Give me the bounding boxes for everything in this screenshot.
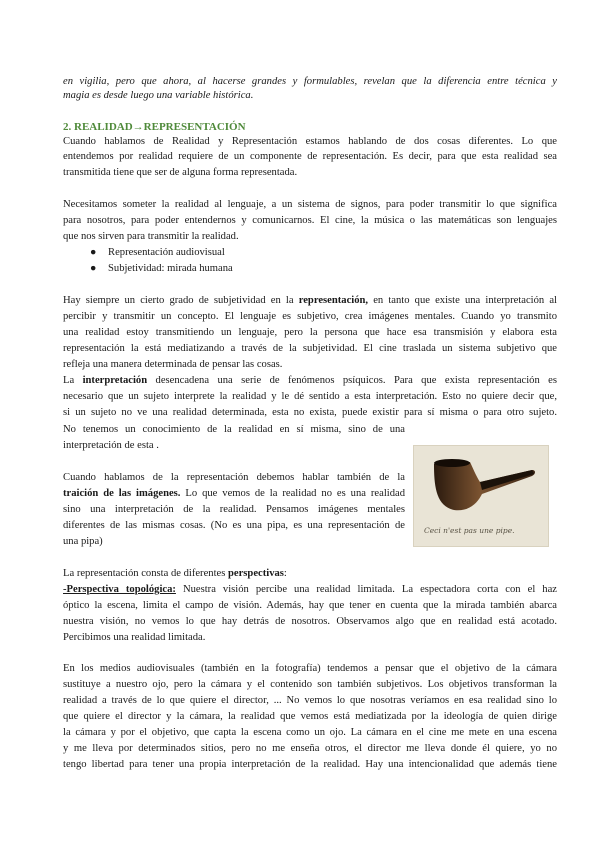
paragraph-line: diferentes de las mismas cosas. (No es una pipa, es una representación de [63, 520, 405, 531]
section-title: 2. REALIDAD→REPRESENTACIÓN [63, 121, 246, 133]
paragraph-line: tengo libertad para tener una propia interpretación de la realidad. Hay una intencionalidad que además tiene [63, 759, 557, 770]
paragraph-line: La interpretación desencadena una serie de fenómenos psíquicos. Para que exista representación es [63, 375, 557, 386]
intro-line: magia es desde luego una variable histórica. [63, 90, 254, 101]
paragraph-line: traición de las imágenes. Lo que vemos de la realidad no es una realidad [63, 488, 406, 499]
paragraph-line: -Perspectiva topológica: Nuestra visión percibe una realidad limitada. La espectadora corta con el haz [63, 584, 557, 595]
paragraph-line: que nos sirven para transmitir la realidad. [63, 231, 239, 242]
paragraph-line: percibir y transmitir un concepto. El lenguaje es subjetivo, crea imágenes mentales. Cuando yo transmito [63, 311, 557, 322]
paragraph-line: si un sujeto no ve una realidad determinada, esta no exista, puede existir para sí misma o para otro sujeto. [63, 407, 557, 418]
paragraph-line: interpretación de esta . [63, 440, 159, 451]
painting-caption: Ceci n'est pas une pipe. [424, 526, 515, 535]
bullet-item: ● Representación audiovisual [90, 247, 225, 258]
paragraph-line: y me lleva por determinados sitios, pero no me enseña otros, el director me lleva donde él quiere, yo no [63, 743, 557, 754]
paragraph-line: la cámara y por el objetivo, que capta la escena como un ojo. La cámara en el cine me mete en una escena [63, 727, 557, 738]
paragraph-line: sino una interpretación de la realidad. Pensamos imágenes mentales [63, 504, 405, 515]
paragraph-line: La representación consta de diferentes perspectivas: [63, 568, 287, 579]
paragraph-line: óptico la escena, limita el campo de visión. Además, hay que tener en cuenta que la mirada también abarca [63, 600, 557, 611]
paragraph-line: nuestra visión, no vemos lo que hay detrás de nosotros. Observamos algo que en realidad está acotado. [63, 616, 557, 627]
paragraph-line: para nosotros, para poder entendernos y comunicarnos. El cine, la música o las matemáticas son lenguajes [63, 215, 557, 226]
paragraph-line: una realidad estoy transmitiendo un lenguaje, pero la persona que hace esa transmisión y elabora esta [63, 327, 557, 338]
paragraph-line: Necesitamos someter la realidad al lenguaje, a un sistema de signos, para poder transmitir lo que significa [63, 199, 557, 210]
bullet-item: ● Subjetividad: mirada humana [90, 263, 233, 274]
paragraph-line: Cuando hablamos de la representación debemos hablar también de la [63, 472, 405, 483]
paragraph-line: representación la está mediatizando a través de la subjetividad. El cine traslada un sistema subjetivo que [63, 343, 557, 354]
paragraph-line: una pipa) [63, 536, 103, 547]
paragraph-line: Hay siempre un cierto grado de subjetividad en la representación, en tanto que existe una interpretación al [63, 295, 557, 306]
pipe-painting-image [413, 445, 549, 547]
paragraph-line: realidad a través de lo que quiere el director, ... No vemos lo que nosotras veríamos en esa realidad sino lo [63, 695, 557, 706]
intro-line: en vigilia, pero que ahora, al hacerse grandes y formulables, revelan que la diferencia entre técnica y [63, 76, 557, 87]
paragraph-line: Percibimos una realidad limitada. [63, 632, 206, 643]
paragraph-line: En los medios audiovisuales (también en la fotografía) tendemos a pensar que el objetivo de la cámara [63, 663, 557, 674]
paragraph-line: que quiere el director y la cámara, la realidad que vemos está mediatizada por la ideología de quien dirige [63, 711, 557, 722]
paragraph-line: refleja una manera determinada de pensar las cosas. [63, 359, 283, 370]
paragraph-line: Cuando hablamos de Realidad y Representación estamos hablando de dos cosas diferentes. Lo que [63, 136, 557, 147]
paragraph-line: necesario que un sujeto interprete la realidad y le dé sentido a esta interpretación. Esto no quiere decir que, [63, 391, 557, 402]
paragraph-line: transmitida tiene que ser de alguna forma representada. [63, 167, 298, 178]
paragraph-line: entendemos por realidad requiere de un componente de representación. Es decir, para que esta realidad sea [63, 151, 557, 162]
paragraph-line: No tenemos un conocimiento de la realidad en sí misma, sino de una [63, 424, 405, 435]
paragraph-line: sustituye a nuestro ojo, pero la cámara y el contenido son también subjetivos. Los objetivos transforman la [63, 679, 557, 690]
